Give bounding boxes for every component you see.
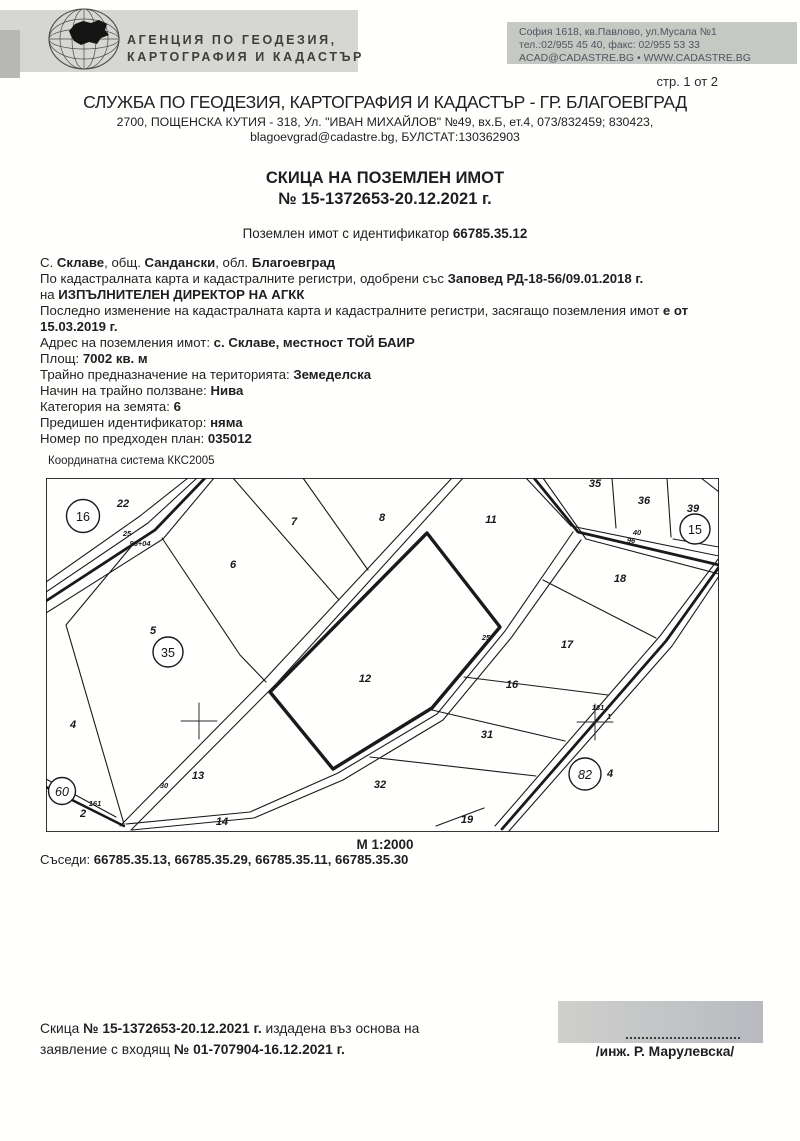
- point-label-40: 40: [632, 528, 642, 537]
- agency-name-line1: АГЕНЦИЯ ПО ГЕОДЕЗИЯ,: [127, 33, 337, 47]
- road-nw-axis: [46, 478, 205, 601]
- document-number: № 15-1372653-20.12.2021 г.: [278, 190, 492, 208]
- agency-globe-logo-icon: [46, 6, 122, 72]
- parcel-label-6: 6: [229, 559, 237, 571]
- office-address-line1: 2700, ПОЩЕНСКА КУТИЯ - 318, Ул. "ИВАН МИХАЙЛОВ" №49, вх.Б, ет.4, 073/832459; 830423,: [116, 115, 654, 129]
- boundary-4-5: [66, 542, 135, 824]
- parcel-label-7: 7: [290, 516, 298, 528]
- parcel-identifier-line: [0, 226, 770, 241]
- boundary-18-17: [543, 580, 656, 638]
- boundary-35-36: [612, 478, 616, 528]
- agency-name-line2: КАРТОГРАФИЯ И КАДАСТЪР: [127, 50, 364, 64]
- parcel-label-13: 13: [191, 770, 205, 782]
- page-indicator: стр. 1 от 2: [656, 74, 718, 89]
- massif-number-15: 15: [688, 523, 702, 537]
- parcel-label-4b: 4: [606, 768, 614, 780]
- detail-territory-purpose: Трайно предназначение на територията: Земеделска: [40, 367, 372, 382]
- parcel-label-39: 39: [686, 503, 700, 515]
- boundary-6-7: [233, 478, 339, 600]
- massif-number-35: 35: [161, 646, 175, 660]
- road-east-line1: [495, 558, 719, 826]
- bulgaria-map-silhouette: [69, 20, 109, 45]
- boundary-7-8: [303, 478, 368, 570]
- point-label-9604: 96+04: [129, 539, 151, 548]
- detail-address: Адрес на поземления имот: с. Склаве, местност ТОЙ БАИР: [40, 335, 415, 350]
- boundary-16-31: [432, 710, 565, 741]
- signatory-name: /инж. Р. Марулевска/: [595, 1044, 735, 1059]
- detail-previous-identifier: Предишен идентификатор: няма: [40, 415, 243, 430]
- issue-line1: Скица № 15-1372653-20.12.2021 г. издадена въз основа на: [40, 1021, 420, 1036]
- detail-director: на ИЗПЪЛНИТЕЛЕН ДИРЕКТОР НА АГКК: [40, 287, 305, 302]
- parcel-label-32: 32: [373, 779, 387, 791]
- boundary-31-south: [370, 757, 536, 776]
- issue-line2: заявление с входящ № 01-707904-16.12.2021 г.: [40, 1042, 345, 1057]
- detail-last-change: Последно изменение на кадастралната карта и кадастралните регистри, засягащо поземления имот е от: [40, 303, 689, 318]
- point-label-25b: 25: [481, 633, 491, 642]
- massif-number-82: 82: [578, 768, 592, 782]
- road-nw-line2: [46, 478, 197, 592]
- parcel-label-35: 35: [588, 478, 602, 490]
- detail-previous-plan-number: Номер по предходен план: 035012: [40, 431, 252, 446]
- detail-land-use: Начин на трайно ползване: Нива: [40, 383, 244, 398]
- parcel-label-14: 14: [215, 816, 229, 828]
- parcel-label-16: 16: [505, 679, 519, 691]
- point-label-25a: 25: [122, 529, 132, 538]
- scan-grey-strip: [0, 30, 20, 78]
- parcel-label-19: 19: [460, 814, 474, 826]
- massif-number-60: 60: [55, 785, 69, 799]
- agency-contact-box: [507, 22, 797, 64]
- detail-land-category: Категория на земята: 6: [40, 399, 181, 414]
- parcel-label-4: 4: [69, 719, 77, 731]
- parcel-label-36: 36: [637, 495, 651, 507]
- point-label-1: 1: [606, 712, 612, 721]
- parcel-label-22: 22: [116, 498, 130, 510]
- document-title: СКИЦА НА ПОЗЕМЛЕН ИМОТ: [265, 169, 505, 187]
- issue-statement: [40, 1018, 560, 1060]
- point-label-181: 181: [591, 703, 605, 712]
- parcel-label-12-subject: 12: [358, 673, 372, 685]
- parcel-label-17: 17: [560, 639, 574, 651]
- contact-address: София 1618, кв.Павлово, ул.Мусала №1: [519, 26, 717, 38]
- coordinate-system-label: Координатна система ККС2005: [48, 455, 215, 467]
- boundary-36-39: [667, 478, 671, 537]
- point-label-30: 30: [159, 781, 169, 790]
- boundary-17-16: [464, 677, 608, 695]
- road-east-axis: [502, 567, 719, 829]
- parcel-label-31: 31: [480, 729, 494, 741]
- parcel-label-18: 18: [613, 573, 627, 585]
- property-details: [40, 255, 770, 447]
- neighbors-label: Съседи:: [40, 852, 94, 867]
- neighbors-line: [40, 852, 408, 867]
- cadastral-map: [46, 478, 719, 832]
- contact-web: ACAD@CADASTRE.BG • WWW.CADASTRE.BG: [519, 52, 751, 64]
- parcel-label-2: 2: [79, 808, 87, 820]
- contact-phone: тел.:02/955 45 40, факс: 02/955 53 33: [519, 39, 700, 51]
- point-label-96: 96: [626, 536, 636, 545]
- massif-number-16: 16: [76, 510, 90, 524]
- point-label-161: 161: [88, 799, 102, 808]
- detail-approval-order: По кадастралната карта и кадастралните регистри, одобрени със Заповед РД-18-56/09.01.2018 г.: [40, 271, 644, 286]
- parcel-label-11: 11: [485, 514, 497, 526]
- neighbors-values: 66785.35.13, 66785.35.29, 66785.35.11, 66785.35.30: [93, 852, 409, 867]
- agency-name: [127, 32, 364, 66]
- detail-area: Площ: 7002 кв. м: [40, 351, 148, 366]
- detail-location: С. Склаве, общ. Сандански, обл. Благоевград: [40, 255, 336, 270]
- detail-change-date: 15.03.2019 г.: [40, 319, 118, 334]
- parcel-label-5: 5: [149, 625, 157, 637]
- map-scale: М 1:2000: [356, 837, 414, 852]
- identifier-prefix: Поземлен имот с идентификатор: [242, 226, 453, 241]
- office-address-line2: blagoevgrad@cadastre.bg, БУЛСТАТ:130362903: [250, 130, 520, 144]
- road-east-line2: [509, 576, 719, 831]
- signature-dotted-line: [626, 1022, 740, 1039]
- road-nw-line1: [46, 478, 188, 582]
- subject-parcel-12-outline: [270, 533, 500, 769]
- identifier-value: 66785.35.12: [452, 226, 528, 241]
- boundary-ne-corner: [701, 478, 719, 492]
- parcel-label-8: 8: [378, 512, 386, 524]
- office-title: СЛУЖБА ПО ГЕОДЕЗИЯ, КАРТОГРАФИЯ И КАДАСТЪР - ГР. БЛАГОЕВГРАД: [83, 92, 687, 112]
